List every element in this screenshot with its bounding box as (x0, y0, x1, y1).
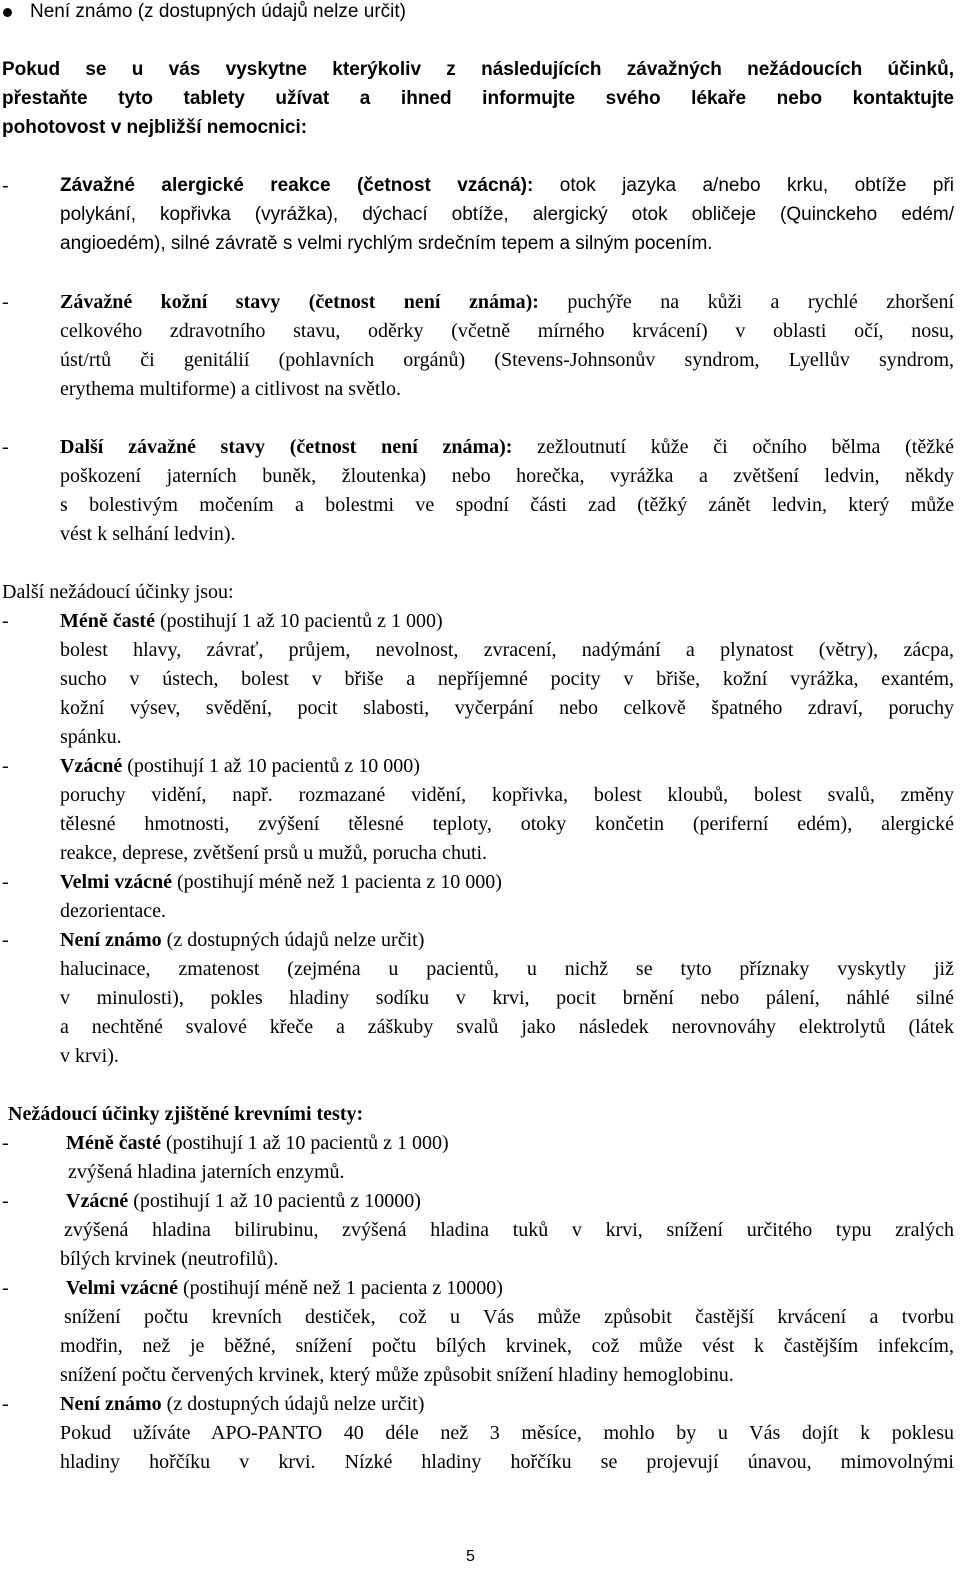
list-dash: - (2, 610, 9, 632)
list-dash: - (2, 1190, 9, 1212)
serious-skin-line-1: Závažné kožní stavy (četnost není známa): puchýře na kůži a rychlé zhoršení (60, 291, 955, 313)
other-very-rare-line: dezorientace. (60, 900, 167, 922)
other-uncommon-line: kožní výsev, svědění, pocit slabosti, vyčerpání nebo celkově špatného zdraví, poruchy (60, 697, 954, 719)
blood-rare-line: zvýšená hladina bilirubinu, zvýšená hladina tuků v krvi, snížení určitého typu zralých (64, 1219, 954, 1241)
list-dash: - (2, 755, 9, 777)
blood-very-rare-line: modřin, než je běžné, snížení počtu bílých krvinek, což může vést k častějším infekcím, (60, 1335, 954, 1357)
serious-skin-line-2: celkového zdravotního stavu, oděrky (včetně mírného krvácení) v oblasti očí, nosu, (60, 320, 954, 342)
serious-skin-line-3: úst/rtů či genitálií (pohlavních orgánů) (Stevens-Johnsonův syndrom, Lyellův syndrom, (60, 349, 954, 371)
other-unknown-line: v krvi). (60, 1045, 119, 1067)
top-bullet-item: Není známo (z dostupných údajů nelze určit) (30, 1, 406, 22)
serious-allergic-line-2: polykání, kopřivka (vyrážka), dýchací obtíže, alergický otok obličeje (Quinckeho edém/ (60, 204, 954, 225)
serious-allergic-line-1: Závažné alergické reakce (četnost vzácná): otok jazyka a/nebo krku, obtíže při (60, 175, 954, 196)
list-dash: - (2, 1132, 9, 1154)
blood-frequency-very-rare: Velmi vzácné (postihují méně než 1 pacienta z 10000) (66, 1277, 503, 1299)
bullet-icon (3, 8, 12, 17)
warning-line-1: Pokud se u vás vyskytne kterýkoliv z následujících závažných nežádoucích účinků, (2, 59, 954, 80)
serious-skin-line-4: erythema multiforme) a citlivost na světlo. (60, 378, 402, 400)
other-frequency-uncommon: Méně časté (postihují 1 až 10 pacientů z 1 000) (60, 610, 443, 632)
warning-line-2: přestaňte tyto tablety užívat a ihned informujte svého lékaře nebo kontaktujte (2, 88, 954, 109)
list-dash: - (2, 871, 9, 893)
blood-rare-line: bílých krvinek (neutrofilů). (60, 1248, 279, 1270)
other-frequency-rare: Vzácné (postihují 1 až 10 pacientů z 10 000) (60, 755, 420, 777)
other-frequency-unknown: Není známo (z dostupných údajů nelze určit) (60, 929, 425, 951)
other-unknown-line: halucinace, zmatenost (zejména u pacientů, u nichž se tyto příznaky vyskytly již (60, 958, 954, 980)
list-dash: - (2, 436, 9, 458)
blood-frequency-unknown: Není známo (z dostupných údajů nelze určit) (60, 1393, 425, 1415)
serious-other-line-4: vést k selhání ledvin). (60, 523, 236, 545)
list-dash: - (2, 175, 9, 197)
blood-unknown-line: hladiny hořčíku v krvi. Nízké hladiny hořčíku se projevují únavou, mimovolnými (60, 1451, 954, 1473)
other-uncommon-line: bolest hlavy, závrať, průjem, nevolnost, zvracení, nadýmání a plynatost (větry), zácpa, (60, 639, 954, 661)
serious-allergic-line-3: angioedém), silné závratě s velmi rychlým srdečním tepem a silným pocením. (60, 233, 713, 254)
serious-other-line-3: s bolestivým močením a bolestmi ve spodní části zad (těžký zánět ledvin, který může (60, 494, 954, 516)
blood-very-rare-line: snížení počtu červených krvinek, který může způsobit snížení hladiny hemoglobinu. (60, 1364, 734, 1386)
blood-unknown-line: Pokud užíváte APO-PANTO 40 déle než 3 měsíce, mohlo by u Vás dojít k poklesu (60, 1422, 954, 1444)
other-frequency-very-rare: Velmi vzácné (postihují méně než 1 pacienta z 10 000) (60, 871, 502, 893)
other-uncommon-line: spánku. (60, 726, 122, 748)
blood-tests-heading: Nežádoucí účinky zjištěné krevními testy: (8, 1103, 364, 1125)
blood-frequency-uncommon: Méně časté (postihují 1 až 10 pacientů z 1 000) (66, 1132, 449, 1154)
other-unknown-line: v minulosti), pokles hladiny sodíku v krvi, pocit brnění nebo pálení, náhlé silné (60, 987, 954, 1009)
list-dash: - (2, 291, 9, 313)
other-effects-heading: Další nežádoucí účinky jsou: (2, 581, 234, 603)
blood-frequency-rare: Vzácné (postihují 1 až 10 pacientů z 10000) (66, 1190, 421, 1212)
blood-very-rare-line: snížení počtu krevních destiček, což u Vás může způsobit častější krvácení a tvorbu (64, 1306, 954, 1328)
serious-other-line-1: Další závažné stavy (četnost není známa): zežloutnutí kůže či očního bělma (těžké (60, 436, 954, 458)
warning-line-3: pohotovost v nejbližší nemocnici: (2, 117, 308, 138)
blood-uncommon-line: zvýšená hladina jaterních enzymů. (68, 1161, 345, 1183)
list-dash: - (2, 929, 9, 951)
other-rare-line: tělesné hmotnosti, zvýšení tělesné teploty, otoky končetin (periferní edém), alergické (60, 813, 954, 835)
other-uncommon-line: sucho v ústech, bolest v břiše a nepříjemné pocity v břiše, kožní vyrážka, exantém, (60, 668, 954, 690)
other-rare-line: poruchy vidění, např. rozmazané vidění, kopřivka, bolest kloubů, bolest svalů, změny (60, 784, 954, 806)
page-number: 5 (466, 1548, 475, 1565)
list-dash: - (2, 1277, 9, 1299)
other-unknown-line: a nechtěné svalové křeče a záškuby svalů jako následek nerovnováhy elektrolytů (látek (60, 1016, 954, 1038)
list-dash: - (2, 1393, 9, 1415)
other-rare-line: reakce, deprese, zvětšení prsů u mužů, porucha chuti. (60, 842, 488, 864)
serious-other-line-2: poškození jaterních buněk, žloutenka) nebo horečka, vyrážka a zvětšení ledvin, někdy (60, 465, 954, 487)
